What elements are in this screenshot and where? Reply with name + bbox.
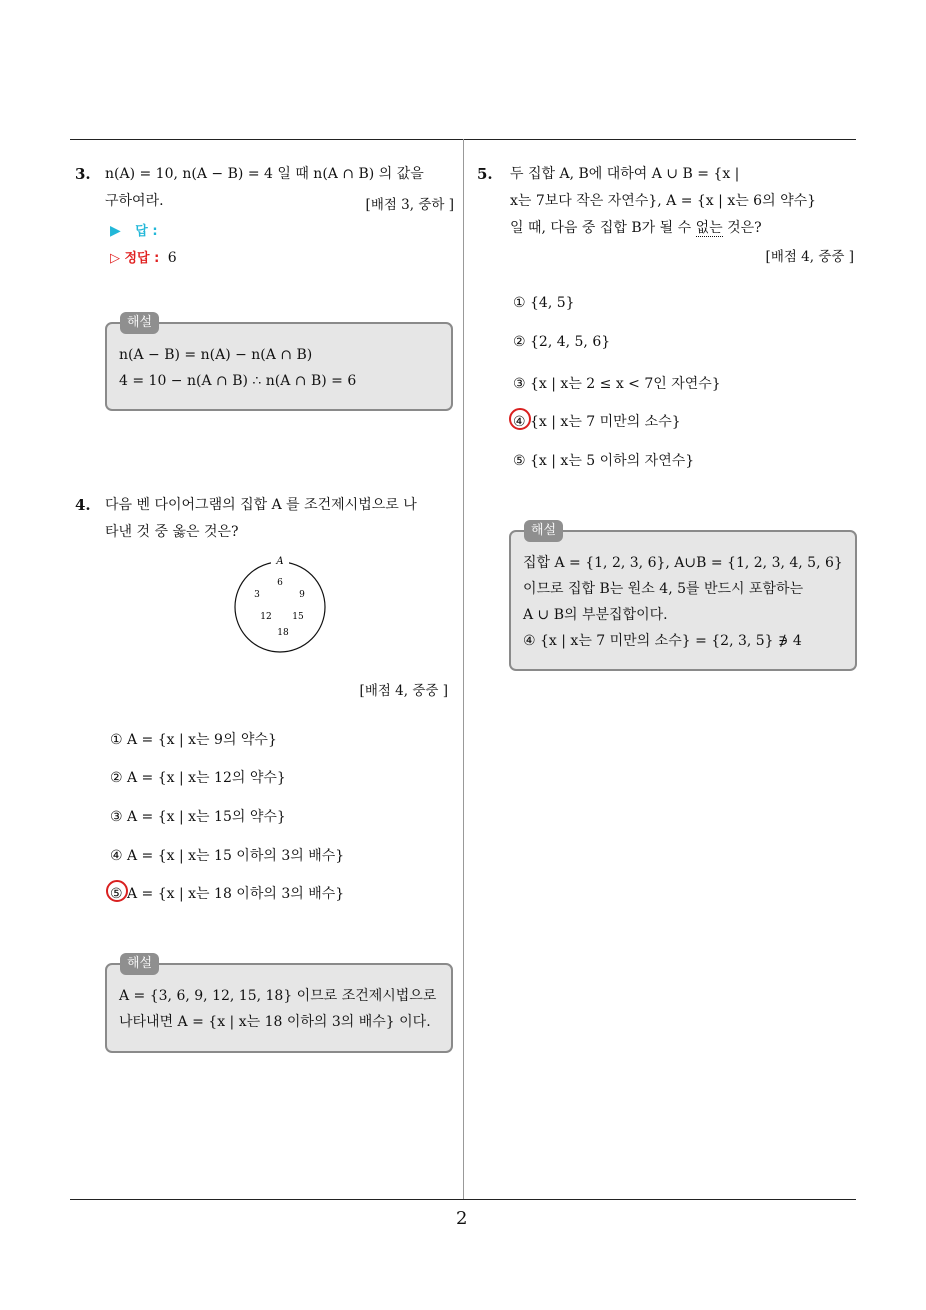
question-5-choice-2[interactable]: ② {2, 4, 5, 6} [513,334,611,350]
answer-triangle-icon: ▶ [110,223,121,239]
venn-element: 15 [292,612,304,622]
solution-tag: 해설 [120,953,159,975]
question-3-line2: 구하여라. [105,193,164,209]
solution-tag: 해설 [524,520,563,542]
correct-label: 정답 : [124,251,160,266]
solution-line: A = {3, 6, 9, 12, 15, 18} 이므로 조건제시법으로 [119,988,437,1004]
question-5-choice-1[interactable]: ① {4, 5} [513,295,575,311]
solution-line: A ∪ B의 부분집합이다. [523,607,668,623]
answer-circle-mark-icon [106,880,128,902]
column-divider [463,139,464,1200]
question-5-number: 5. [477,165,493,183]
question-5-solution-box [509,530,857,671]
question-4-choice-2[interactable]: ② A = {x | x는 12의 약수} [110,770,286,786]
question-3-solution-box [105,322,453,411]
question-5-line3-post: 것은? [722,220,762,236]
answer-circle-mark-icon [509,408,531,430]
answer-label: 답 : [135,224,158,239]
venn-set-circle [235,562,325,652]
question-5-choice-3[interactable]: ③ {x | x는 2 ≤ x < 7인 자연수} [513,376,721,392]
question-4-choice-3[interactable]: ③ A = {x | x는 15의 약수} [110,809,286,825]
question-3-number: 3. [75,165,91,183]
question-5-choice-4[interactable]: ④ {x | x는 7 미만의 소수} [513,414,681,430]
venn-diagram [228,550,332,654]
question-4-choice-4[interactable]: ④ A = {x | x는 15 이하의 3의 배수} [110,848,345,864]
question-5-score: [배점 4, 중중 ] [765,249,854,265]
question-3-score: [배점 3, 중하 ] [365,197,454,213]
venn-element: 18 [277,628,289,638]
bottom-rule [70,1199,856,1200]
solution-line: 이므로 집합 B는 원소 4, 5를 반드시 포함하는 [523,581,804,597]
venn-set-label: A [276,556,284,567]
solution-line: 나타내면 A = {x | x는 18 이하의 3의 배수} 이다. [119,1014,431,1030]
question-4-number: 4. [75,496,91,514]
question-4-choice-5[interactable]: ⑤ A = {x | x는 18 이하의 3의 배수} [110,886,345,902]
venn-element: 3 [254,590,260,600]
solution-tag: 해설 [120,312,159,334]
question-5-line1: 두 집합 A, B에 대하여 A ∪ B = {x | [510,166,740,182]
question-4-line1: 다음 벤 다이어그램의 집합 A 를 조건제시법으로 나 [105,497,417,513]
venn-element: 6 [277,578,283,588]
question-3-line1: n(A) = 10, n(A − B) = 4 일 때 n(A ∩ B) 의 값을 [105,166,424,182]
question-4-solution-box [105,963,453,1053]
question-5-emphasis: 없는 [695,220,723,236]
solution-line: ④ {x | x는 7 미만의 소수} = {2, 3, 5} ∌ 4 [523,633,802,649]
solution-line: 4 = 10 − n(A ∩ B) ∴ n(A ∩ B) = 6 [119,373,357,389]
question-5-line3 [510,215,762,242]
question-4-score: [배점 4, 중중 ] [359,683,448,699]
question-5-line2: x는 7보다 작은 자연수}, A = {x | x는 6의 약수} [510,193,817,209]
question-5-line3-pre: 일 때, 다음 중 집합 B가 될 수 [510,220,696,236]
page-number: 2 [456,1208,468,1229]
correct-triangle-icon: ▷ [110,251,120,266]
venn-element: 12 [260,612,272,622]
question-4-choice-1[interactable]: ① A = {x | x는 9의 약수} [110,732,277,748]
solution-line: n(A − B) = n(A) − n(A ∩ B) [119,347,313,363]
venn-element: 9 [299,590,305,600]
solution-line: 집합 A = {1, 2, 3, 6}, A∪B = {1, 2, 3, 4, 5, 6} [523,555,843,571]
correct-value: 6 [167,250,177,266]
question-3-correct-row [110,247,177,266]
question-5-choice-5[interactable]: ⑤ {x | x는 5 이하의 자연수} [513,453,695,469]
question-4-line2: 타낸 것 중 옳은 것은? [105,524,239,540]
question-3-answer-row [110,220,158,239]
